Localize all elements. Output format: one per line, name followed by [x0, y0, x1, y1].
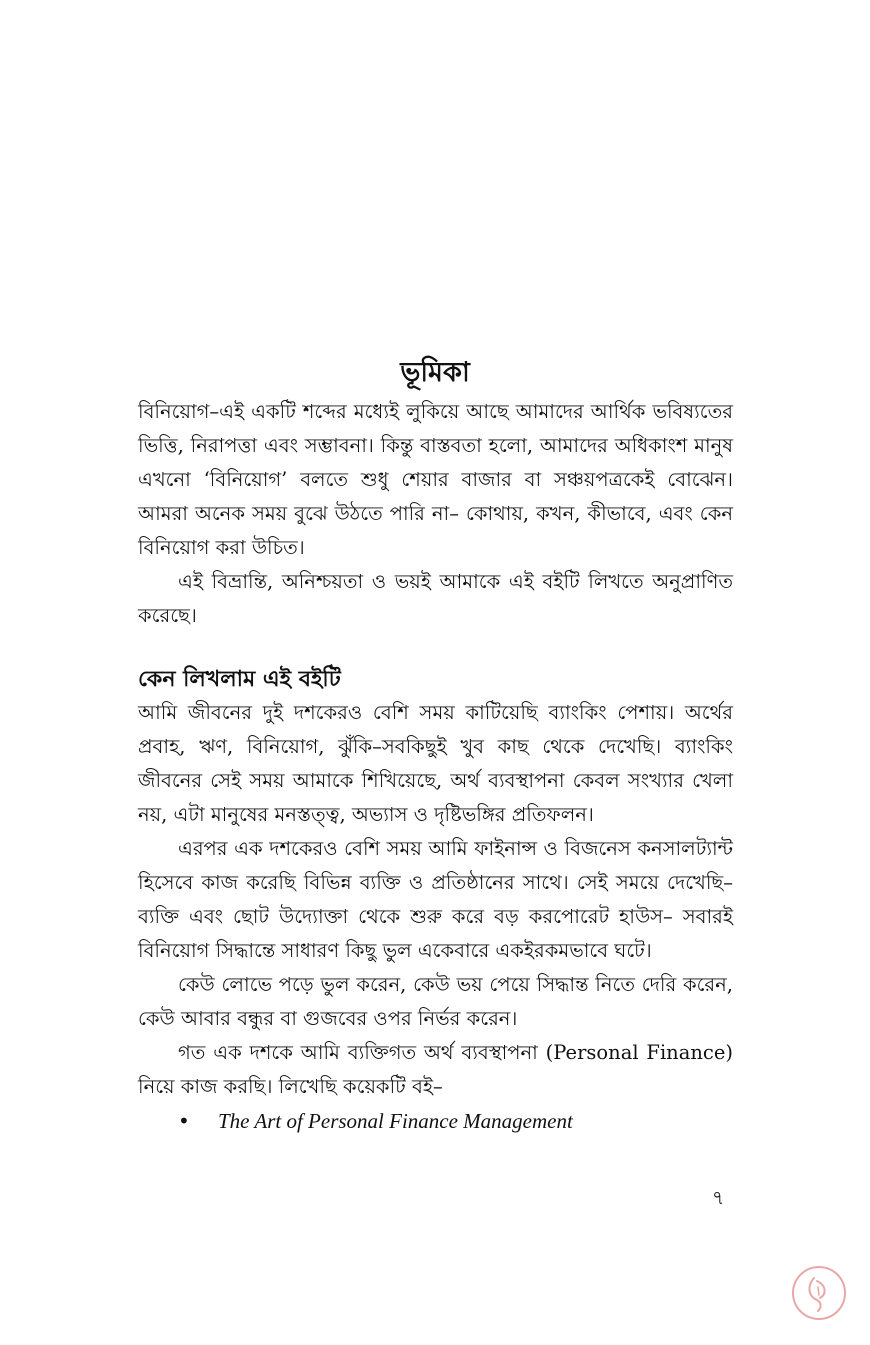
section-paragraph-1: আমি জীবনের দুই দশকেরও বেশি সময় কাটিয়েছি ব্যাংকিং পেশায়। অর্থের প্রবাহ, ঋণ, বিনিয়োগ, ঝুঁকি–সবকিছুই খুব কাছ থেকে দেখেছি। ব্যাংকিং জীবনের সেই সময় আমাকে শিখিয়েছে, অর্থ ব্যবস্থাপনা কেবল সংখ্যার খেলা নয়, এটা মানুষের মনস্তত্ত্ব, অভ্যাস ও দৃষ্টিভঙ্গির প্রতিফলন। [138, 701, 733, 826]
intro-paragraph-2: এই বিভ্রান্তি, অনিশ্চয়তা ও ভয়ই আমাকে এই বইটি লিখতে অনুপ্রাণিত করেছে। [138, 570, 733, 627]
publisher-logo-icon [790, 1264, 848, 1322]
why-written-section [138, 662, 733, 1138]
section-paragraph-3: কেউ লোভে পড়ে ভুল করেন, কেউ ভয় পেয়ে সিদ্ধান্ত নিতে দেরি করেন, কেউ আবার বন্ধুর বা গুজবের ওপর নির্ভর করেন। [138, 973, 733, 1030]
section-heading: কেন লিখলাম এই বইটি [138, 666, 341, 692]
page-number: ৭ [712, 1187, 725, 1209]
section-paragraph-2: এরপর এক দশকেরও বেশি সময় আমি ফাইনান্স ও বিজনেস কনসালট্যান্ট হিসেবে কাজ করেছি বিভিন্ন ব্যক্তি ও প্রতিষ্ঠানের সাথে। সেই সময়ে দেখেছি– ব্যক্তি এবং ছোট উদ্যোক্তা থেকে শুরু করে বড় করপোরেট হাউস– সবারই বিনিয়োগ সিদ্ধান্তে সাধারণ কিছু ভুল একেবারে একইরকমভাবে ঘটে। [138, 837, 733, 962]
bullet-icon: • [178, 1109, 190, 1133]
book-title: The Art of Personal Finance Management [218, 1109, 573, 1133]
intro-paragraph-1: বিনিয়োগ–এই একটি শব্দের মধ্যেই লুকিয়ে আছে আমাদের আর্থিক ভবিষ্যতের ভিত্তি, নিরাপত্তা এবং সম্ভাবনা। কিন্তু বাস্তবতা হলো, আমাদের অধিকাংশ মানুষ এখনো ‘বিনিয়োগ’ বলতে শুধু শেয়ার বাজার বা সঞ্চয়পত্রকেই বোঝেন। আমরা অনেক সময় বুঝে উঠতে পারি না– কোথায়, কখন, কীভাবে, এবং কেন বিনিয়োগ করা উচিত। [138, 400, 733, 559]
book-list-item [138, 1104, 733, 1138]
page-title: ভূমিকা [400, 357, 470, 389]
intro-section [138, 395, 733, 633]
section-paragraph-4: গত এক দশকে আমি ব্যক্তিগত অর্থ ব্যবস্থাপনা (Personal Finance) নিয়ে কাজ করছি। লিখেছি কয়েকটি বই– [138, 1041, 733, 1098]
